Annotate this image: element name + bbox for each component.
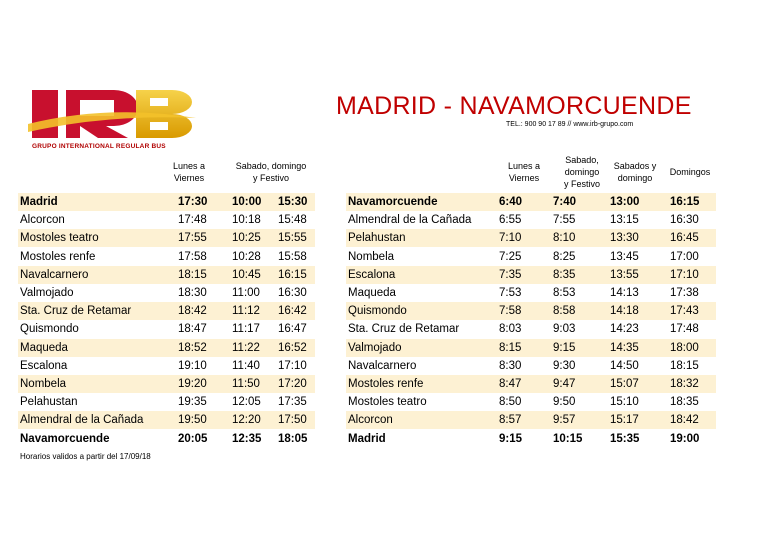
header-line: Viernes [173,173,205,183]
departure-time: 8:10 [553,232,576,245]
departure-time: 18:05 [278,432,308,445]
departure-time: 10:25 [232,232,261,245]
table-row [18,266,315,284]
header-line: Lunes a [172,161,206,171]
header-line: Lunes a [507,161,541,171]
departure-time: 8:30 [499,359,522,372]
departure-time: 17:30 [178,196,208,208]
header-line: domingo [564,167,600,177]
stop-name: Mostoles teatro [20,232,99,245]
departure-time: 18:32 [670,378,699,390]
departure-time: 18:47 [178,323,207,336]
departure-time: 7:55 [553,214,576,227]
table-row [346,284,716,302]
header-line: Domingos [669,167,711,177]
stop-name: Sta. Cruz de Retamar [348,323,460,336]
table-row [18,193,315,211]
departure-time: 18:15 [178,268,207,281]
departure-time: 15:35 [610,432,640,445]
table-row [18,393,315,411]
stop-name: Nombela [348,250,395,263]
stop-name: Valmojado [20,287,74,299]
departure-time: 8:53 [553,287,576,299]
departure-time: 19:50 [178,414,207,427]
table-row [18,302,315,320]
departure-time: 16:42 [278,305,307,318]
table-row [346,411,716,429]
departure-time: 8:50 [499,396,522,409]
departure-time: 16:30 [670,214,699,227]
table-row [346,302,716,320]
departure-time: 18:42 [178,305,207,318]
table-row [346,211,716,229]
departure-time: 11:50 [232,378,260,390]
departure-time: 17:48 [178,214,207,227]
departure-time: 9:57 [553,414,576,427]
departure-time: 10:18 [232,214,261,227]
table-row [18,248,315,266]
stop-name: Navalcarnero [348,359,417,372]
stop-name: Escalona [348,268,396,281]
departure-time: 7:35 [499,268,522,281]
header-line: Sabado, domingo [235,161,307,171]
departure-time: 13:15 [610,214,639,227]
stop-name: Navamorcuende [348,196,438,208]
departure-time: 15:48 [278,214,307,227]
table-row [346,393,716,411]
departure-time: 9:03 [553,323,576,336]
departure-time: 14:50 [610,359,639,372]
departure-time: 15:17 [610,414,639,427]
departure-time: 9:30 [553,359,576,372]
table-row [346,430,716,448]
table-row [346,193,716,211]
table-row [346,229,716,247]
departure-time: 17:38 [670,287,699,299]
departure-time: 14:35 [610,341,639,354]
header-line: y Festivo [563,179,600,189]
right-header-weekday [500,160,548,184]
departure-time: 8:03 [499,323,522,336]
departure-time: 17:10 [278,359,307,372]
departure-time: 15:55 [278,232,307,245]
table-row [346,357,716,375]
right-header-weekend [554,154,610,190]
departure-time: 16:30 [278,287,307,299]
stop-name: Quismondo [348,305,407,318]
stop-name: Navamorcuende [20,432,110,445]
departure-time: 13:55 [610,268,639,281]
header-line: domingo [617,173,653,183]
departure-time: 16:47 [278,323,307,336]
departure-time: 17:00 [670,250,699,263]
stop-name: Mostoles teatro [348,396,427,409]
right-header-sunday [662,166,718,178]
departure-time: 17:20 [278,378,307,390]
departure-time: 19:10 [178,359,207,372]
departure-time: 11:00 [232,287,260,299]
departure-time: 8:47 [499,378,522,390]
departure-time: 9:15 [499,432,523,445]
departure-time: 19:00 [670,432,700,445]
table-row [18,375,315,393]
departure-time: 7:25 [499,250,522,263]
departure-time: 17:50 [278,414,307,427]
departure-time: 11:12 [232,305,260,318]
stop-name: Madrid [20,196,58,208]
departure-time: 8:15 [499,341,522,354]
departure-time: 7:58 [499,305,522,318]
departure-time: 11:40 [232,359,260,372]
departure-time: 18:00 [670,341,699,354]
departure-time: 17:55 [178,232,207,245]
table-row [18,211,315,229]
departure-time: 18:42 [670,414,699,427]
departure-time: 14:13 [610,287,639,299]
table-row [18,320,315,338]
stop-name: Quismondo [20,323,79,336]
departure-time: 16:52 [278,341,307,354]
departure-time: 19:20 [178,378,207,390]
stop-name: Pelahustan [348,232,406,245]
departure-time: 15:30 [278,196,308,208]
departure-time: 6:40 [499,196,523,208]
departure-time: 7:53 [499,287,522,299]
stop-name: Madrid [348,432,386,445]
departure-time: 17:35 [278,396,307,409]
stop-name: Alcorcon [20,214,65,227]
table-row [18,229,315,247]
left-header-weekday [164,160,214,184]
departure-time: 17:43 [670,305,699,318]
departure-time: 9:50 [553,396,576,409]
departure-time: 8:58 [553,305,576,318]
departure-time: 20:05 [178,432,208,445]
departure-time: 13:00 [610,196,640,208]
stop-name: Mostoles renfe [348,378,424,390]
departure-time: 9:15 [553,341,576,354]
departure-time: 8:25 [553,250,576,263]
departure-time: 13:30 [610,232,639,245]
departure-time: 8:57 [499,414,522,427]
stop-name: Maqueda [348,287,396,299]
departure-time: 16:15 [278,268,307,281]
departure-time: 9:47 [553,378,576,390]
stop-name: Alcorcon [348,414,393,427]
departure-time: 10:00 [232,196,262,208]
table-row [18,284,315,302]
departure-time: 17:10 [670,268,699,281]
stop-name: Escalona [20,359,68,372]
departure-time: 11:22 [232,341,260,354]
validity-note: Horarios validos a partir del 17/09/18 [20,452,151,461]
stop-name: Pelahustan [20,396,78,409]
departure-time: 12:35 [232,432,262,445]
departure-time: 7:40 [553,196,577,208]
table-row [346,320,716,338]
departure-time: 11:17 [232,323,260,336]
departure-time: 15:58 [278,250,307,263]
stop-name: Mostoles renfe [20,250,96,263]
departure-time: 18:15 [670,359,699,372]
departure-time: 18:35 [670,396,699,409]
stop-name: Sta. Cruz de Retamar [20,305,132,318]
stop-name: Valmojado [348,341,402,354]
departure-time: 17:58 [178,250,207,263]
departure-time: 16:15 [670,196,700,208]
table-row [346,248,716,266]
stop-name: Almendral de la Cañada [20,414,144,427]
departure-time: 18:30 [178,287,207,299]
contact-info: TEL.: 900 90 17 89 // www.irb-grupo.com [506,121,634,128]
departure-time: 7:10 [499,232,522,245]
right-header-saturday-sunday [610,160,660,184]
header-line: Sabado, [565,155,599,165]
departure-time: 19:35 [178,396,207,409]
departure-time: 14:23 [610,323,639,336]
departure-time: 12:05 [232,396,261,409]
departure-time: 6:55 [499,214,522,227]
stop-name: Navalcarnero [20,268,89,281]
departure-time: 10:15 [553,432,583,445]
departure-time: 10:45 [232,268,261,281]
departure-time: 13:45 [610,250,639,263]
stop-name: Almendral de la Cañada [348,214,472,227]
page-title: MADRID - NAVAMORCUENDE [336,92,692,120]
departure-time: 15:10 [610,396,639,409]
departure-time: 18:52 [178,341,207,354]
header-line: Sabados y [613,161,657,171]
departure-time: 14:18 [610,305,639,318]
left-header-weekend [224,160,318,184]
table-row [346,339,716,357]
table-row [346,266,716,284]
table-row [18,411,315,429]
stop-name: Nombela [20,378,67,390]
departure-time: 16:45 [670,232,699,245]
stop-name: Maqueda [20,341,68,354]
table-row [18,339,315,357]
departure-time: 8:35 [553,268,576,281]
header-line: y Festivo [252,173,289,183]
departure-time: 12:20 [232,414,261,427]
header-line: Viernes [508,173,540,183]
logo-tagline: GRUPO INTERNATIONAL REGULAR BUS [32,143,166,150]
table-row [18,357,315,375]
table-row [346,375,716,393]
departure-time: 15:07 [610,378,639,390]
departure-time: 10:28 [232,250,261,263]
table-row [18,430,315,448]
departure-time: 17:48 [670,323,699,336]
